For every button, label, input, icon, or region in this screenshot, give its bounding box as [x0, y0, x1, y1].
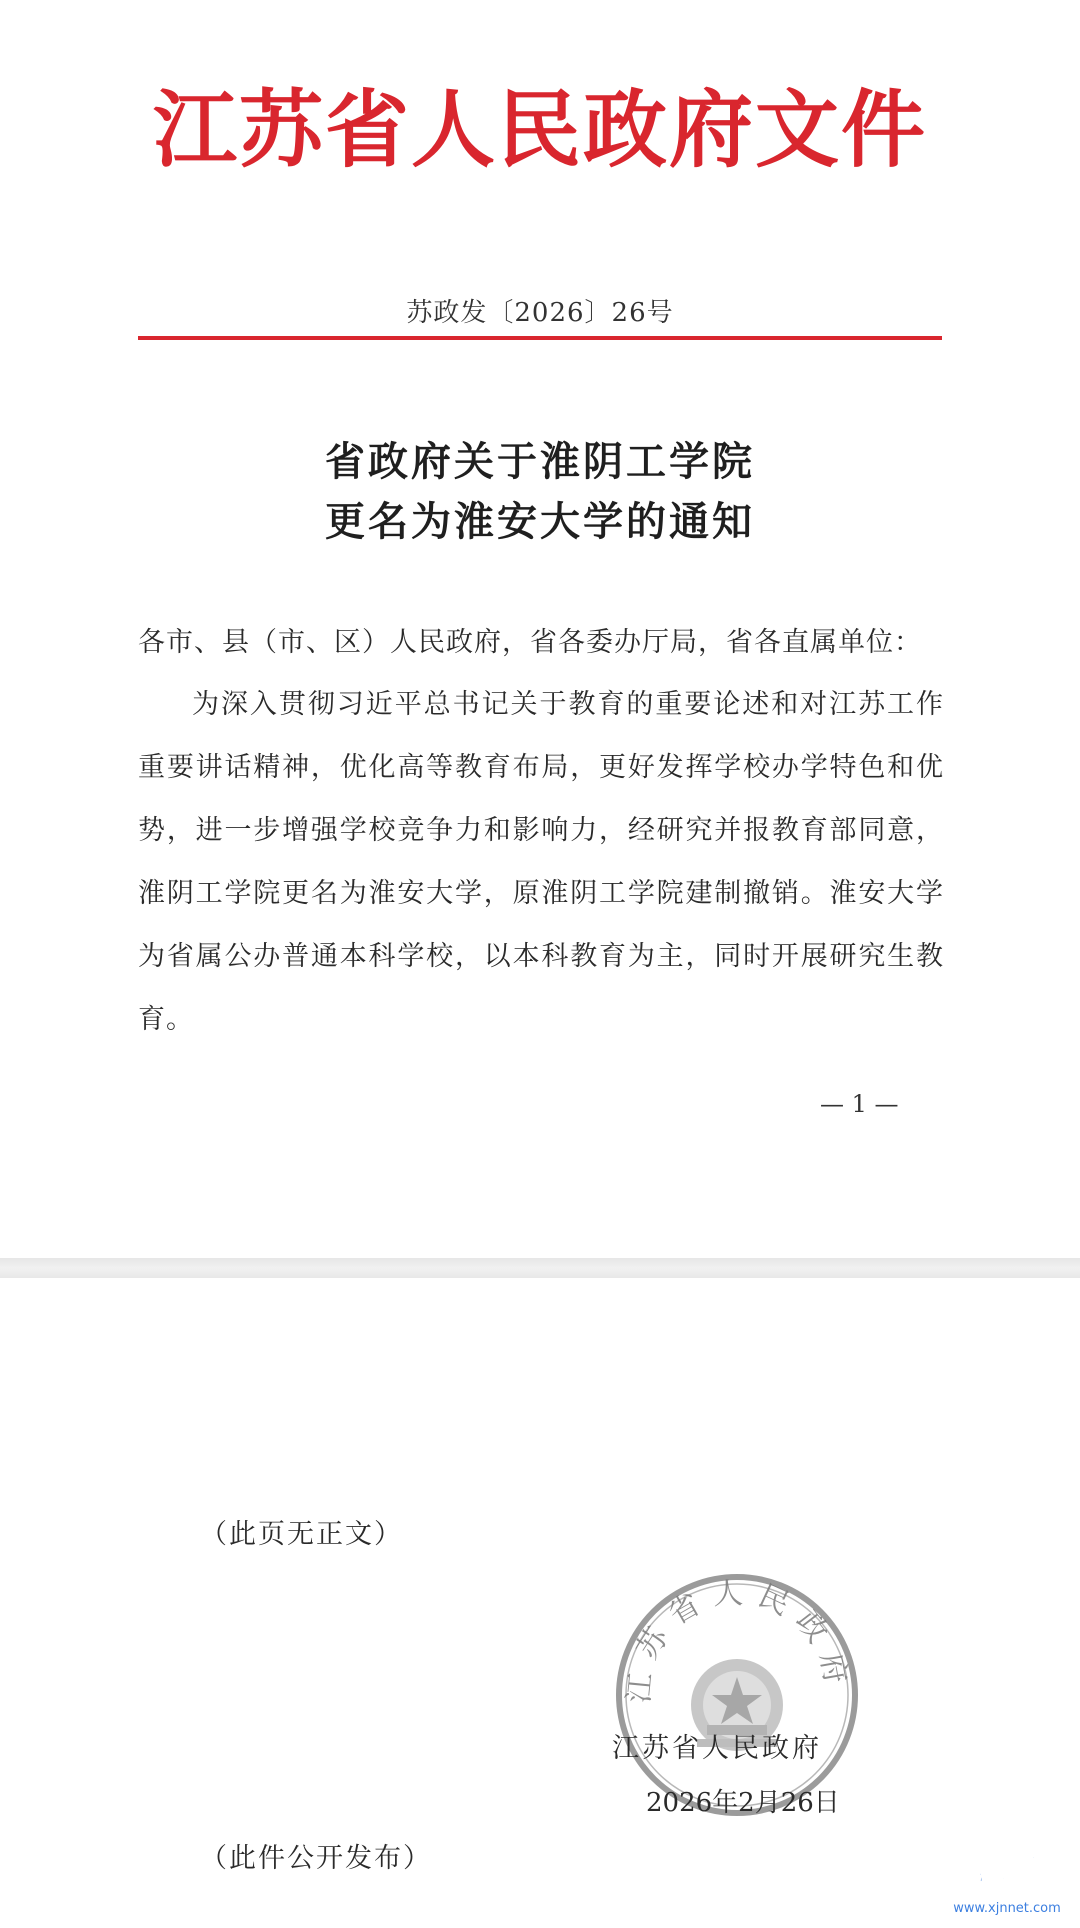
- signing-authority: 江苏省人民政府: [612, 1733, 822, 1764]
- page-number: — 1 —: [820, 1090, 899, 1118]
- watermark-url: www.xjnnet.com: [953, 1901, 1061, 1916]
- notice-addressee: 各市、县（市、区）人民政府，省各委办厅局，省各直属单位：: [138, 627, 922, 658]
- red-divider-line: [138, 336, 942, 340]
- public-release-note: （此件公开发布）: [200, 1843, 432, 1874]
- signing-date: 2026年2月26日: [646, 1788, 840, 1818]
- document-page-2: [0, 1278, 1080, 1928]
- page-separator: [0, 1258, 1080, 1278]
- notice-title-line-1: 省政府关于淮阴工学院: [325, 438, 755, 485]
- notice-body-paragraph: 为深入贯彻习近平总书记关于教育的重要论述和对江苏工作重要讲话精神，优化高等教育布局，更好发挥学校办学特色和优势，进一步增强学校竞争力和影响力，经研究并报教育部同意，淮阴工学院更名为淮安大学，原淮阴工学院建制撤销。淮安大学为省属公办普通本科学校，以本科教育为主，同时开展研究生教育。: [138, 689, 944, 1035]
- no-text-note: （此页无正文）: [200, 1519, 403, 1550]
- site-watermark-logo-icon: [940, 1836, 1075, 1922]
- document-header-title: 江苏省人民政府文件: [152, 81, 927, 179]
- notice-title-line-2: 更名为淮安大学的通知: [325, 498, 755, 545]
- document-number: 苏政发〔2026〕26号: [406, 298, 674, 328]
- watermark-site-name: 新江南网: [945, 1852, 1069, 1888]
- seal-text: 江苏省人民政府: [621, 1575, 855, 1705]
